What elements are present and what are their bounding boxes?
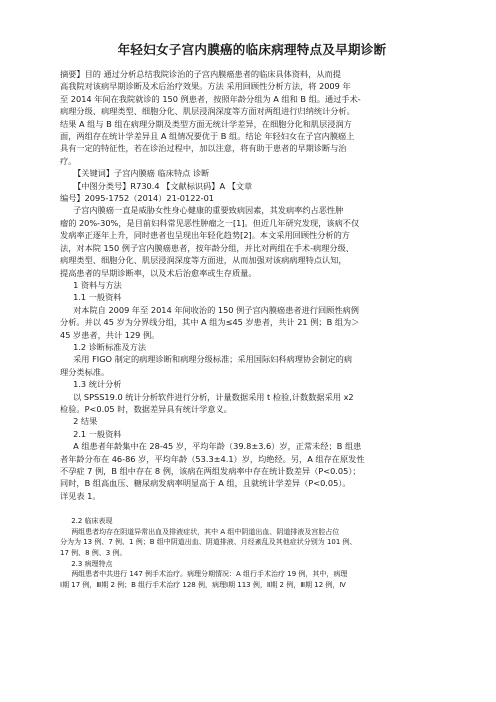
- subsection-heading-1-1: 1.1 一般资料: [73, 292, 122, 303]
- paragraph-2-2: 两组患者均存在阴道异常出血及排液症状，其中 A 组中阴道出血、阴道排液及宫腔占位 分为为 13 例、7 例、1 例；B 组中阴道出血、阴道排液、月经紊乱及其他症状分别为 101 例、 17 例、8 例、3 例。: [60, 527, 357, 557]
- introduction: 子宫内膜癌一直是威胁女性身心健康的重要致病因素，其发病率约占恶性肿 瘤的 20%-30%，是目前妇科常见恶性肿瘤之一[1]。但近几年研究发现，该病不仅 发病率正逐年上升，同时患者也呈现出年轻化趋势[2]。本文采用回顾性分析的方 法，对本院 150 例子宫内膜癌患者，按年龄分组，并比对两组在手术-病理分级、 病理类型、细胞分化、肌层浸润深度等方面进，从而加强对该病病理特点认知， 提高患者的早期诊断率，以及术后治愈率或生存质量。: [60, 205, 360, 278]
- section-heading-1: 1 资料与方法: [73, 279, 122, 290]
- subsection-heading-1-3: 1.3 统计分析: [73, 379, 122, 390]
- paper-title: 年轻妇女子宫内膜癌的临床病理特点及早期诊断: [117, 42, 387, 57]
- abstract: 摘要】目的 通过分析总结我院诊治的子宫内膜癌患者的临床具体资料，从而提 高我院对该病早期诊断及术后治疗效果。方法 采用回顾性分析方法，将 2009 年 至 2014 年间在我院就诊的 150 例患者，按照年龄分组为 A 组和 B 组。通过手术- 病理分级、病理类型、细胞分化、肌层浸润深度等方面对两组进行归纳统计分析。 结果 A 组与 B 组在病理分期及类型方面无统计学差异，在细胞分化和肌层浸润方 面，两组存在统计学差异且 A 组情况要优于 B 组。结论 年轻妇女在子宫内膜癌上 具有一定的特征性，若在诊治过程中，加以注意，将有助于患者的早期诊断与治 疗。: [60, 69, 361, 166]
- paragraph-2-3: 两组患者中共进行 147 例手术治疗。病理分期情况：A 组行手术治疗 19 例，其中，病理 Ⅰ期 17 例，Ⅲ期 2 例；B 组行手术治疗 128 例，病理Ⅰ期 113 例，Ⅱ期 2 例，Ⅲ期 12 例，Ⅳ: [60, 570, 348, 589]
- spacer: [60, 502, 444, 516]
- paragraph-1-3: 以 SPSS19.0 统计分析软件进行分析，计量数据采用 t 检验,计数数据采用 x2 检验。P<0.05 时，数据差异具有统计学意义。: [60, 391, 354, 414]
- keywords: 【关键词】子宫内膜癌 临床特点 诊断: [73, 168, 210, 179]
- paragraph-1-1: 对本院自 2009 年至 2014 年间收治的 150 例子宫内膜癌患者进行回顾性病例 分析。并以 45 岁为分界线分组，其中 A 组为≤45 岁患者，共计 21 例；B 组为＞ 45 岁患者，共计 129 例。: [60, 304, 360, 340]
- section-heading-2: 2 结果: [73, 416, 98, 427]
- subsection-heading-2-2: 2.2 临床表现: [71, 517, 113, 526]
- paragraph-1-2: 采用 FIGO 制定的病理诊断和病理分级标准；采用国际妇科病理协会制定的病 理分类标准。: [60, 354, 353, 377]
- subsection-heading-2-3: 2.3 病理特点: [71, 559, 113, 568]
- classification-info: 【中图分类号】R730.4 【文献标识码】A 【文章 编号】2095-1752（2014）21-0122-01: [60, 180, 253, 204]
- paragraph-2-1: A 组患者年龄集中在 28-45 岁，平均年龄（39.8±3.6）岁，正常未经；B 组患 者年龄分布在 46-86 岁，平均年龄（53.3±4.1）岁，均绝经。另，A 组存在原发性 不孕症 7 例，B 组中存在 8 例，该病在两组发病率中存在统计数差异（P<0.05）； 同时，B 组高血压、糖尿病发病率明显高于 A 组，且就统计学差异（P<0.05）。 详见表 1。: [60, 441, 365, 501]
- subsection-heading-2-1: 2.1 一般资料: [73, 428, 122, 439]
- subsection-heading-1-2: 1.2 诊断标准及方法: [73, 341, 147, 352]
